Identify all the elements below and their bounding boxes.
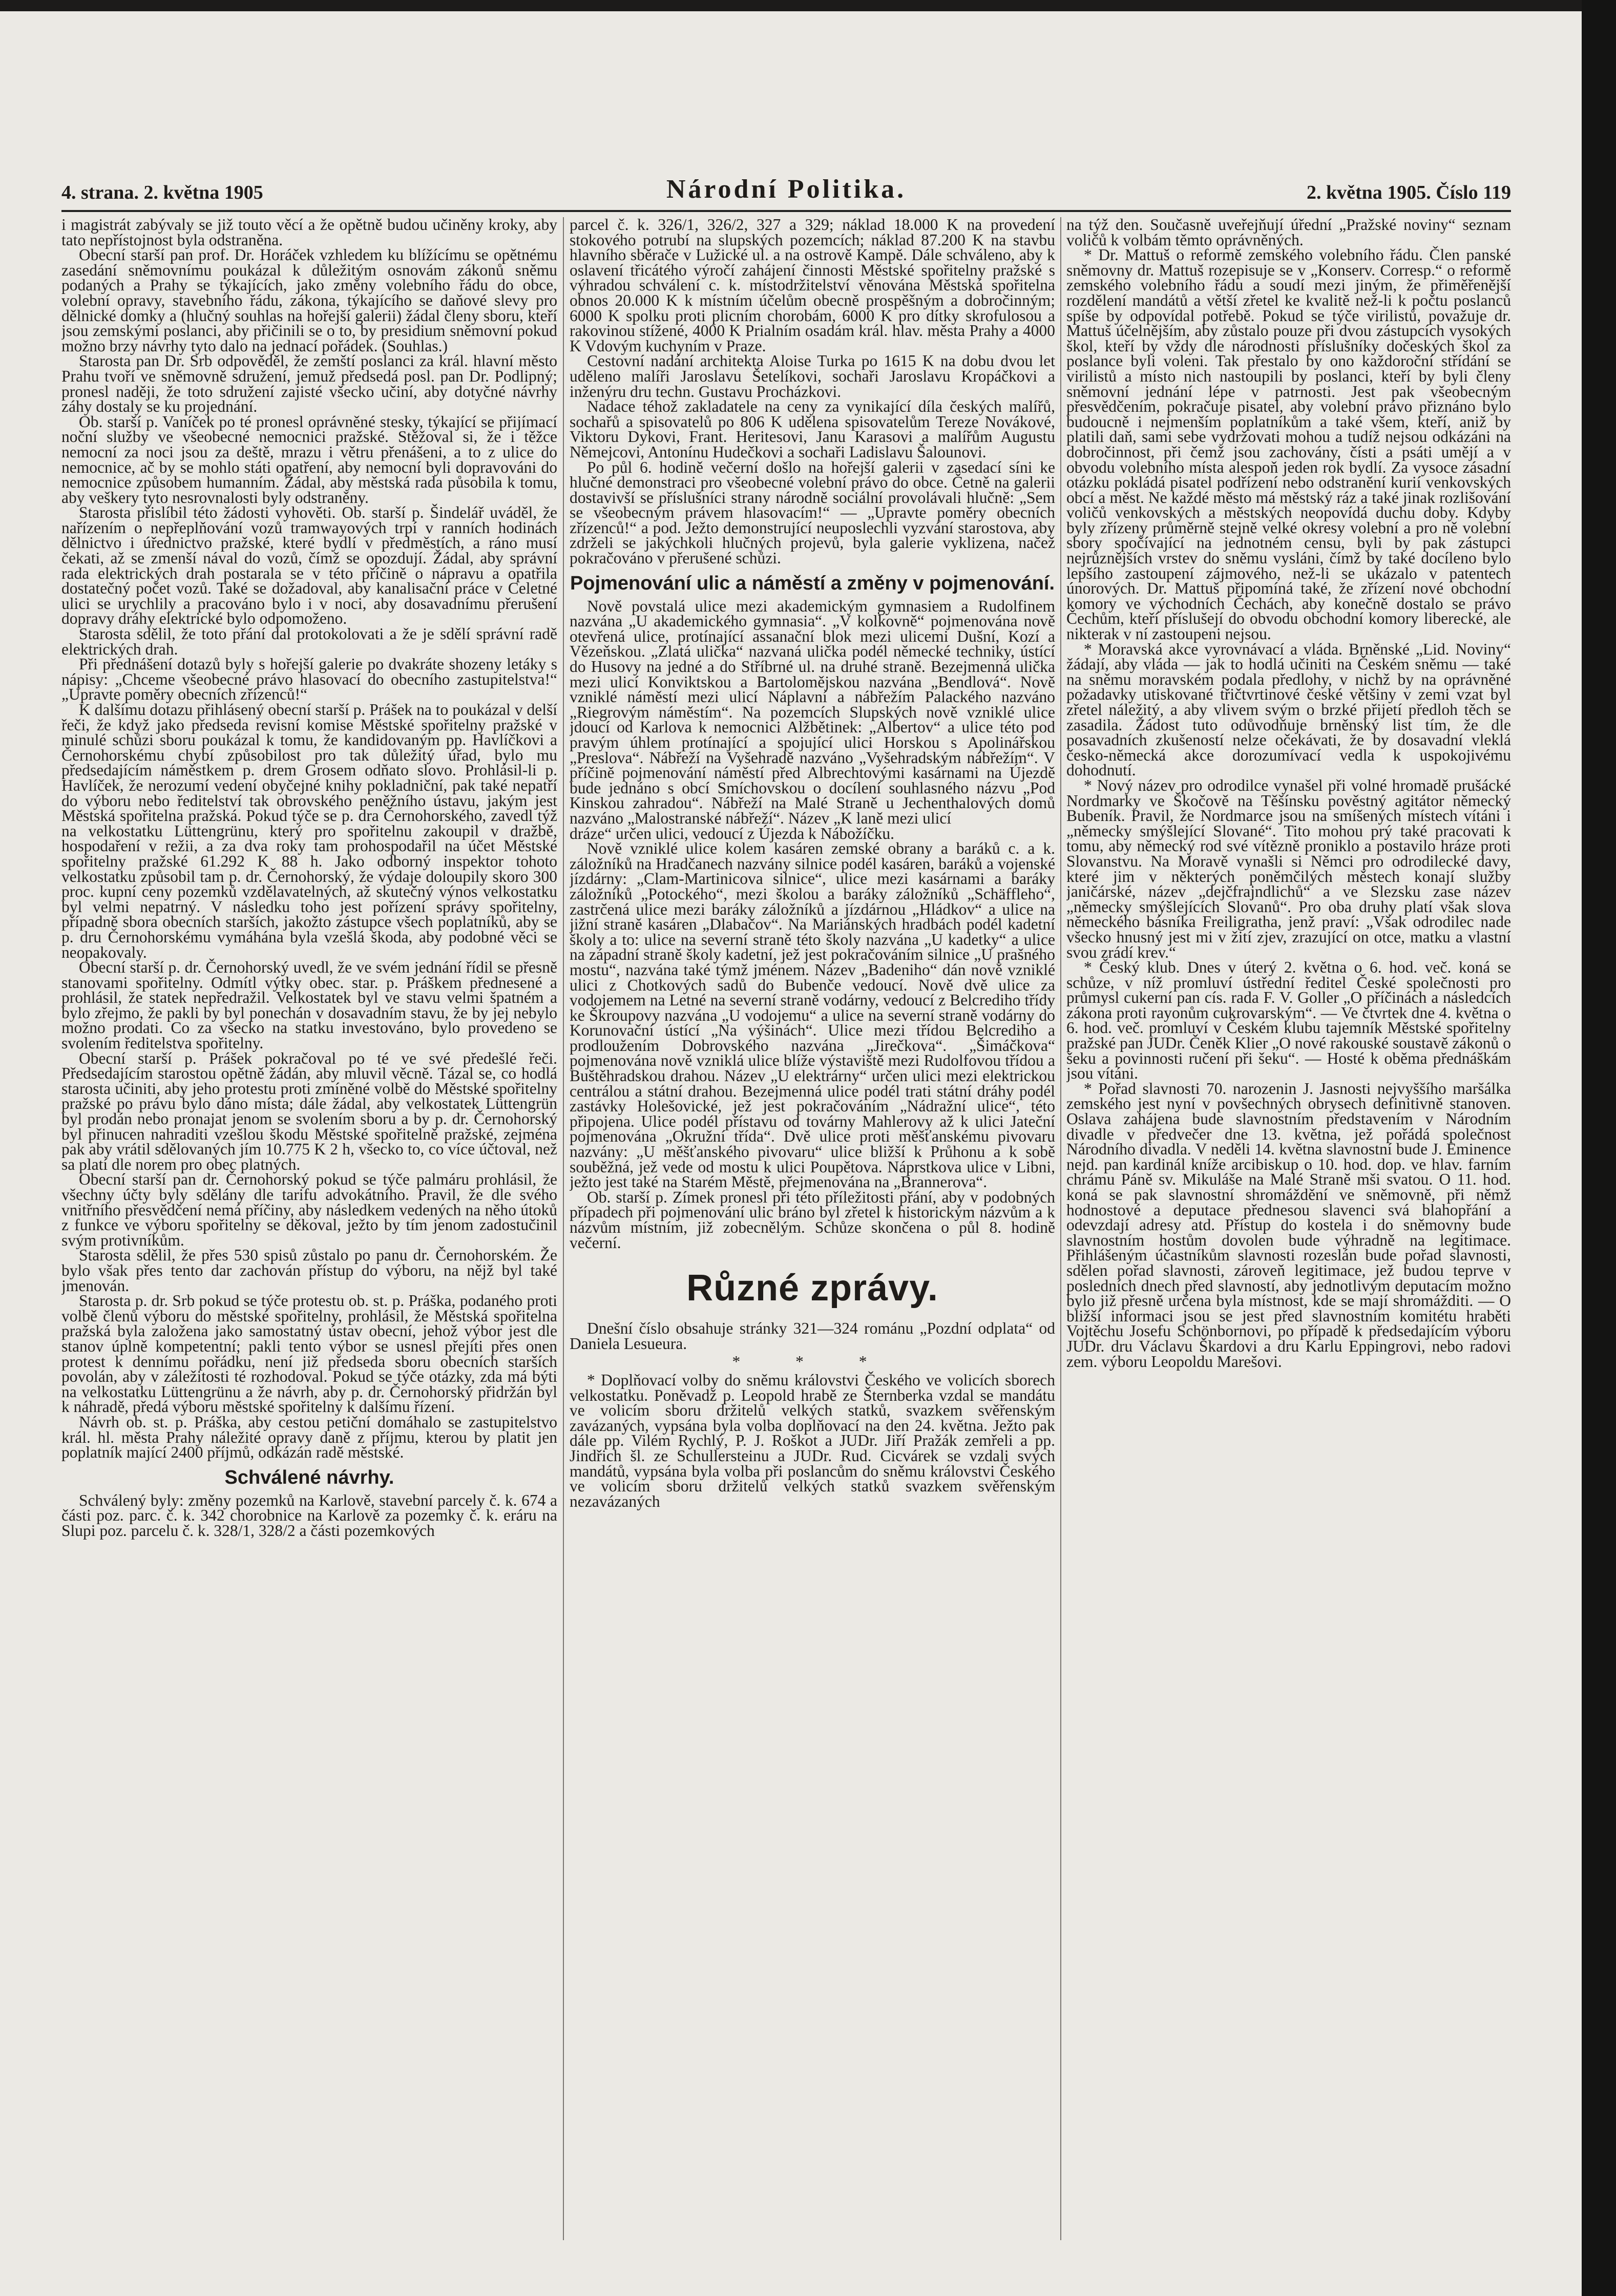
scan-edge-right [1582,0,1616,2296]
paragraph: Dnešní číslo obsahuje stránky 321—324 románu „Pozdní odplata“ od Daniela Lesueura. [570,1319,1055,1353]
column-divider [563,217,564,2240]
paragraph: Po půl 6. hodině večerní došlo na hořejší galerii v zasedací síni ke hlučné demonstraci pro všeobecné volební právo do obce. Četně na galerii dostavivší se příslušníci strany národně sociální provolávali hlučně: „Sem se všeobecným právem hlasovacím!“ — „Upravte poměry obecních zřízenců!“ a pod. Ježto demonstrující neuposlechli vyzvání starostova, aby zdrželi se jakýchkoli hlučných projevů, byla galerie vyklizena, načež pokračováno v přerušené schůzi. [570,458,1055,567]
paragraph: Starosta pan Dr. Srb odpověděl, že zemští poslanci za král. hlavní město Prahu tvoří ve sněmovně sdružení, jemuž předsedá posl. pan Dr. Podlipný; pronesl naději, že toto sdružení zajisté všecko učiní, aby dotyčné návrhy záhy dostaly se ku projednání. [61,352,557,416]
page-number: 4. strana. 2. května 1905 [61,182,263,203]
column-3 [1066,217,1511,2245]
paragraph: Starosta p. dr. Srb pokud se týče protestu ob. st. p. Práška, podaného proti volbě členů výboru do městské spořitelny, prohlásil, že Městská spořitelna pražská byla založena jako samostatný ústav obecní, jehož výbor jest dle stanov úplně kompetentní; pakli tento výbor se usnesl přejíti přes onen protest k dennímu pořádku, není již předseda sboru obecních starších povolán, aby v záležitosti té rozhodoval. Pokud se týče otázky, zda má býti na velkostatku Lüttengrünu a že návrh, aby p. dr. Černohorský přidržán byl k náhradě, předá výboru městské spořitelny k dalšímu řízení. [61,1292,557,1416]
paragraph: i magistrát zabývaly se již touto věcí a že opětně budou učiněny kroky, aby tato nepřístojnost byla odstraněna. [61,217,557,249]
paragraph: na týž den. Současně uveřejňují úřední „Pražské noviny“ seznam voličů k volbám těmto oprávněných. [1066,217,1511,249]
section-heading-large: Různé zprávy. [686,1268,938,1309]
column-divider [1060,217,1061,2240]
page-header [61,174,1511,210]
paragraph: parcel č. k. 326/1, 326/2, 327 a 329; náklad 18.000 K na provedení stokového potrubí na slupských pozemcích; náklad 87.200 K na stavbu hlavního sběrače v Lužické ul. a na ostrově Kampě. Dále schváleno, aby k oslavení třicátého výročí zahájení činnosti Městské spořitelny pražské s výhradou schválení c. k. místodržitelství věnována Městská spořitelna obnos 20.000 K k místním účelům obecně prospěšným a dobročinným; 6000 K spolku proti plicním chorobám, 6000 K pro dítky skrofulosou a rakovinou stížené, 4000 K Prialním osadám král. hlav. města Prahy a 4000 K Vdovým kuchyním v Praze. [570,217,1055,355]
section-heading: Pojmenování ulic a náměstí a změny v pojmenování. [570,572,1055,594]
paragraph: Ob. starší p. Zímek pronesl při této příležitosti přání, aby v podobných případech při pojmenování ulic bráno byl zřetel k historickým názvům a k názvům místním, již zobecnělým. Schůze skončena o půl 8. hodině večerní. [570,1188,1055,1252]
paragraph: * Dr. Mattuš o reformě zemského volebního řádu. Člen panské sněmovny dr. Mattuš rozepisuje se v „Konserv. Corresp.“ o reformě zemského volebního řádu a soudí mezi jiným, že přiměřenější rozdělení mandátů a větší zřetel ke kvalitě než-li k počtu poslanců spíše by odpovídal potřebě. Pokud se týče virilistů, považuje dr. Mattuš účelnějším, aby zůstalo pouze při dvou zástupcích vysokých škol, kteří by vždy dle národnosti příslušníky dočeských škol za poslance byli voleni. Tak přestalo by ono každoroční střídání se virilistů a místo nich nastoupili by poslanci, kteří by byli členy sněmovní jednání lépe v patrnosti. Jest pak všeobecným přesvědčením, pokračuje pisatel, aby volební právo přiznáno bylo budoucně i nejmenším poplatníkům a také všem, kteří, aniž by platili daň, sami sebe vydržovati mohou a tudíž nejsou odkázáni na dobročinnost, při čemž jsou zachovány, čísti a psáti umějí a v obvodu volebního místa alespoň jeden rok bydlí. Za vysoce zásadní otázku pokládá pisatel podřízení nebo odstranění kurií venkovských obcí a měst. Ne každé město má městský ráz a také jinak rozlišování voličů venkovských a městských neopovídá duchu doby. Kdyby byly zřízeny průměrně stejně velké okresy volební a pro ně volební sbory spočívající na jednotném censu, byli by pak zástupci nejrůznějších vrstev do sněmu vysláni, čímž by také docíleno bylo lepšího zastoupení zájmového, než-li se ukázalo v patentech únorových. Dr. Mattuš připomíná také, že zřízení nové obchodní komory ve východních Čechách, aby konečně dostalo se právo Čechům, kteří příslušejí do obvodu obchodní komory liberecké, ale nikterak v ní zastoupeni nejsou. [1066,246,1511,643]
scan-edge-top [0,0,1616,11]
paragraph: Starosta sdělil, že přes 530 spisů zůstalo po panu dr. Černohorském. Že bylo však přes tento dar zachován přístup do výboru, na nějž byl také jmenován. [61,1246,557,1295]
paragraph: K dalšímu dotazu přihlásený obecní starší p. Prášek na to poukázal v delší řeči, že když jako předseda revisní komise Městské spořitelny pražské v minulé schůzi sboru poukázal k tomu, že kandidovaným pp. Havlíčkovi a Černohorskému chybí způsobilost pro tak důležitý úřad, bylo mu předsedajícím náměstkem p. drem Grosem odňato slovo. Prohlásil-li p. Havlíček, že nerozumí vedení obyčejné knihy pokladniční, pak také nepatří do výboru nebo ředitelství tak obrovského peněžního ústavu, jakým jest Městská spořitelna pražská. Pokud týče se p. dra Černohorského, zavedl týž na velkostatku Lüttengrünu, který pro spořitelnu zakoupil v dražbě, hospodaření v režii, a za dva roky tam prohospodařil na účet Městské spořitelny pražské 61.292 K 88 h. Jako odborný inspektor tohoto velkostatku způsobil tam p. dr. Černohorský, že výdaje doloupily skoro 300 proc. kupní ceny pozemků vzdělavatelných, až skutečný výnos velkostatku byl velmi nepatrný. V následku toho jest pořízení správy spořitelny, případně sbora obecních starších, jakožto zástupce všech poplatníků, aby se p. dru Černohorskému vymáhána byla vzešlá škoda, aby podobné věci se neopakovaly. [61,701,557,961]
newspaper-title: Národní Politika. [666,175,907,204]
section-heading: Schválené návrhy. [224,1466,394,1488]
column-1 [61,217,557,2245]
paragraph: Starosta přislíbil této žádosti vyhověti. Ob. starší p. Šindelář uváděl, že nařízením o nepřeplňování vozů tramwayových trpí v ranních hodinách dělnictvo i úřednictvo pražské, které bydlí v předměstích, a ráno musí čekati, až se zmenší nával do vozů, čímž se opozdují. Žádal, aby správní rada elektrických drah postarala se v této příčině o nápravu a opatřila dostatečný počet vozů. Také se dožadoval, aby kanalisační práce v Celetné ulici se urychlily a pracováno bylo i v noci, aby dosavadnímu přerušení dopravy dráhy elektrické bylo odpomoženo. [61,503,557,628]
column-2 [570,217,1055,2245]
paragraph: dráze“ určen ulici, vedoucí z Újezda k Nábožíčku. [570,824,895,842]
paragraph: * Moravská akce vyrovnávací a vláda. Brněnské „Lid. Noviny“ žádají, aby vláda — jak to hodlá učiniti na Českém sněmu — také na sněmu moravském podala předlohy, v nichž by na oprávněné požadavky utiskované třičtvrtinové české většiny v zemi vzat byl zřetel náležitý, a aby vlivem svým o brzké přijetí předloh těch se zasadila. Žádost tuto odůvodňuje brněnský list tím, že dle posavadních zkušeností nelze očekávati, že by dosavadní vleklá česko-německá akce dorozumívací vedla k uspokojivému dohodnutí. [1066,640,1511,780]
paragraph: * Doplňovací volby do sněmu královstvi Českého ve volicích sborech velkostatku. Poněvadž p. Leopold hrabě ze Šternberka vzdal se mandátu ve volicím sboru držitelů velkých statků, svazkem svěřenským zavázaných, vypsána byla volba doplňovací na den 24. května. Ježto pak dále pp. Vilém Rychlý, P. J. Roškot a JUDr. Jiří Pražák zemřeli a pp. Jindřich šl. ze Schullersteinu a JUDr. Rud. Cicvárek se vzdali svých mandátů, vypsána byla volba při poslancům do sněmu královstvi Českého ve volicím sboru držitelů velkých statků svazkem svěřenským nezavázaných [570,1371,1055,1510]
paragraph: Nadace téhož zakladatele na ceny za vynikající díla českých malířů, sochařů a spisovatelů po 806 K udělena spisovatelům Tereze Novákové, Viktoru Dykovi, Frant. Heritesovi, Janu Karasovi a malířům Augustu Němejcovi, Antonínu Hudečkovi a sochaři Ladislavu Šalounovi. [570,397,1055,461]
paragraph: Obecní starší pan dr. Černohorský pokud se týče palmáru prohlásil, že všechny účty byly sdělány dle tarifu advokátního. Pravil, že dle svého vnitřního přesvědčení nemá příčiny, aby následkem vedených na něho útoků z funkce ve výboru spořitelny se děkoval, ježto by tím jenom zadostučinil svým protivníkům. [61,1170,557,1249]
paragraph: Schválený byly: změny pozemků na Karlově, stavební parcely č. k. 674 a části poz. parc. č. k. 342 chorobnice na Karlově za pozemky č. k. eráru na Slupi poz. parcelu č. k. 328/1, 328/2 a části pozemkových [61,1491,557,1540]
paragraph: Obecní starší p. Prášek pokračoval po té ve své předešlé řeči. Předsedajícím starostou opětně žádán, aby mluvil věcně. Tázal se, co hodlá starosta učiniti, aby jeho protestu proti zmíněné volbě do Městské spořitelny pražské po právu bylo dáno místa; dále žádal, aby velkostatek Lüttengrün byl prodán nebo pronajat jenom se svolením sboru a by p. dr. Černohorský byl přinucen nahraditi vzešlou škodu Městské spořitelně pražské, zejména pak aby vrátil sdělovaných jím 10.775 K 2 h, všecko to, co více účtoval, než sa platí dle norem pro obec platných. [61,1049,557,1173]
paragraph: Obecní starší p. dr. Černohorský uvedl, že ve svém jednání řídil se přesně stanovami spořitelny. Odmítl výtky obec. star. p. Práškem přednesené a prohlásil, že statek nepředražil. Velkostatek byl ve stavu velmi špatném a bylo zřejmo, že pakli by byl ponechán v dosavadním stavu, že by jej nebylo možno prodati. Co za všecko na statku investováno, bylo provedeno se svolením ředitelstva spořitelny. [61,958,557,1052]
separator-stars: * * * [732,1353,893,1371]
issue-date: 2. května 1905. Číslo 119 [1306,182,1511,203]
paragraph: * Nový název pro odrodilce vynašel při volné hromadě prušácké Nordmarky ve Škočově na Těšínsku pověstný agitátor německý Bubeník. Pravil, že Nordmarce jsou na smíšených místech vítáni i „německy smýšlející Slované“. Tito mohou prý také pracovati k tomu, aby německý rod své vítězně proniklo a postavilo hráze proti Slovanstvu. Na Moravě vynašli si Němci pro odrodilecké davy, které jim v některých poněmčilých městech konají služby janičárské, název „dejčfrajndlichů“ a ve Slezsku zase název „německy smýšlejících Slovanů“. Pro oba druhy platí však slova německého básníka Freiligratha, jenž praví: „Však odrodilec nade všecko hnusný jest mi v žití zjev, zrazující on otce, matku a vlastní svou zrádí krev.“ [1066,776,1511,961]
paragraph: Nově povstalá ulice mezi akademickým gymnasiem a Rudolfinem nazvána „U akademického gymnasia“. „V kolkovně“ pojmenována nově otevřená ulice, protínající assanační blok mezi ulicemi Dušní, Kozí a Vězeňskou. „Zlatá ulička“ nazvaná ulička podél německé techniky, ústící do Husovy na jedné a do Stříbrné ul. na druhé straně. Bezejmenná ulička mezi ulicí Konviktskou a Bartolomějskou nazvána „Bendlová“. Nově vzniklé náměstí mezi ulicí Náplavní a nábřežím Palackého nazváno „Riegrovým náměstím“. Na pozemcích Slupských nově vzniklé ulice jdoucí od Karlova k nemocnici Alžbětinek: „Albertov“ a ulice této pod pravým úhlem protínající a spojující ulici Horskou s Apolinářskou „Preslova“. Nábřeží na Vyšehradě nazváno „Vyšehradským nábřežím“. V příčině pojmenování náměstí před Albrechtovými kasárnami na Újezdě bude jednáno s obcí Smíchovskou o docílení souhlasného názvu „Pod Kinskou zahradou“. Nábřeží na Malé Straně u Jechenthalových domů nazváno „Malostranské nábřeží“. Název „K laně mezi ulicí [570,597,1055,827]
paragraph: * Český klub. Dnes v úterý 2. května o 6. hod. več. koná se schůze, v níž promluví ústřední ředitel České společnosti pro průmysl cukerní pan cís. rada F. V. Goller „O příčinách a následcích zákona proti rayonům cukrovarským“. — Ve čtvrtek dne 4. května o 6. hod. več. promluví v Českém klubu tajemník Městské spořitelny pražské pan JUDr. Čeněk Klier „O nové rakouské soustavě zákonů o šeku a povinnosti ručení při šeku“. — Hosté k oběma přednáškám jsou vítáni. [1066,958,1511,1083]
paragraph: Nově vzniklé ulice kolem kasáren zemské obrany a baráků c. a k. záložníků na Hradčanech nazvány silnice podél kasáren, baráků a vojenské jízdárny: „Clam-Martinicova silnice“, ulice mezi kasárnami a baráky záložníků „Potockého“, mezi školou a baráky záložníků „Schäffleho“, zastrčená ulice mezi baráky záložníků a jízdárnou „Hládkov“ a ulice na jižní straně kasáren „Dlabačov“. Na Mariánských hradbách podél kadetní školy a to: ulice na severní straně této školy nazvána „U kadetky“ a ulice na západní straně školy kadetní, jež jest pokračováním silnice „U prašného mostu“, nazvána také týmž jménem. Název „Badeniho“ dán nově vzniklé ulici z Chotkových sadů do Bubenče vedoucí. Nově dvě ulice za vodojemem na Letné na severní straně vodárny, vedoucí z Belcrediho třídy ke Škroupovy nazvána „U vodojemu“ a ulice na severní straně vodárny do Korunovační ústící „Na výšinách“. Ulice mezi třídou Belcrediho a prodloužením Dobrovského nazvána „Jirečkova“. „Šimáčkova“ pojmenována nově vzniklá ulice blíže výstaviště mezi Rudolfovou třídou a Buštěhradskou drahou. Název „U elektrárny“ určen ulici mezi elektrickou centrálou a státní drahou. Bezejmenná ulice podél trati státní dráhy podél zastávky Holešovické, jež jest pokračováním „Nádražní ulice“, této připojena. Ulice podél přístavu od továrny Mahlerovy až k ulici Jateční pojmenována „Okružní třída“. Dvě ulice proti měšťanskému pivovaru nazvány: „U měšťanského pivovaru“ ulice bližší k Průhonu a k sobě souběžná, jež vede od mostu k ulici Poupětova. Náprstkova ulice v Libni, ježto jest také na Starém Městě, přejmenována na „Brannerova“. [570,839,1055,1191]
paragraph: Ob. starší p. Vaníček po té pronesl oprávněné stesky, týkající se přijímací noční služby ve všeobecné nemocnici pražské. Stěžoval si, že i těžce nemocní za noci jsou za deště, mrazu i větru přenášeni, a to z ulice do nemocnice, ač by se mohlo státi opatření, aby nemocní byli dopravováni do nemocnice způsobem humanním. Žádal, aby městská rada působila k tomu, aby veškery tyto nesrovnalosti byly odstraněny. [61,412,557,507]
paragraph: Obecní starší pan prof. Dr. Horáček vzhledem ku blížícímu se opětnému zasedání sněmovnímu poukázal k důležitým osnovám zákonů sněmu podaných a Prahy se týkajících, jako změny volebního řádu do obce, volební opravy, stavebního řádu, zákona, týkajícího se daňové slevy pro dělnické domky a (hlučný souhlas na hořejší galerii) žádal členy sboru, kteří jsou zemskými poslanci, aby přičinili se o to, by presidium sněmovní pokud možno brzy návrhy tyto dalo na jednací pořádek. (Souhlas.) [61,246,557,355]
paragraph: Návrh ob. st. p. Práška, aby cestou petiční domáhalo se zastupitelstvo král. hl. města Prahy náležité opravy daně z příjmu, kterou by platit jen poplatník mající 2400 příjmů, odkázán radě městské. [61,1413,557,1462]
paragraph: Starosta sdělil, že toto přání dal protokolovati a že je sdělí správní radě elektrických drah. [61,625,557,658]
paragraph: Cestovní nadání architekta Aloise Turka po 1615 K na dobu dvou let uděleno malíři Jaroslavu Šetelíkovi, sochaři Jaroslavu Kropáčkovi a inženýru dru techn. Gustavu Procházkovi. [570,352,1055,401]
paragraph: * Pořad slavnosti 70. narozenin J. Jasnosti nejvyššího maršálka zemského jest nyní v povšechných obrysech definitivně stanoven. Oslava zahájena bude slavnostním představením v Národním divadle v předvečer dne 13. května, jež pořádá společnost Národního divadla. V neděli 14. května slavnostní bude J. Eminence nejd. pan kardinál kníže arcibiskup o 10. hod. dop. ve hlav. farním chrámu Páně sv. Mikuláše na Malé Straně mši svatou. O 11. hod. koná se pak slavnostní shromáždění ve sněmovně, při němž hodnostové a deputace přednesou slavenci svá blahopřání a odevzdají adresy atd. Přístup do kostela i do sněmovny bude slavnostním hostům dovolen bude výhradně na legitimace. Přihlášeným účastníkům slavnosti rozeslán bude pořad slavnosti, sdělen pořad slavnosti, zároveň legitimace, jež budou teprve v posledních dnech před slavností, aby jednotlivým deputacím možno bylo již přesně určena byla místnost, kde se mají shromážditi. — O bližší informaci jsou se jest před slavnostním komitétu hraběti Vojtěchu Josefu Schönbornovi, po případě k předsedajícím výboru JUDr. dru Václavu Škardovi a dru Karlu Eppingrovi, nebo radovi zem. výboru Leopoldu Marešovi. [1066,1079,1511,1371]
header-rule [61,210,1511,212]
paragraph: Při přednášení dotazů byly s hořejší galerie po dvakráte shozeny letáky s nápisy: „Chceme všeobecné právo hlasovací do obecního zastupitelstva!“ „Upravte poměry obecních zřízenců!“ [61,655,557,704]
